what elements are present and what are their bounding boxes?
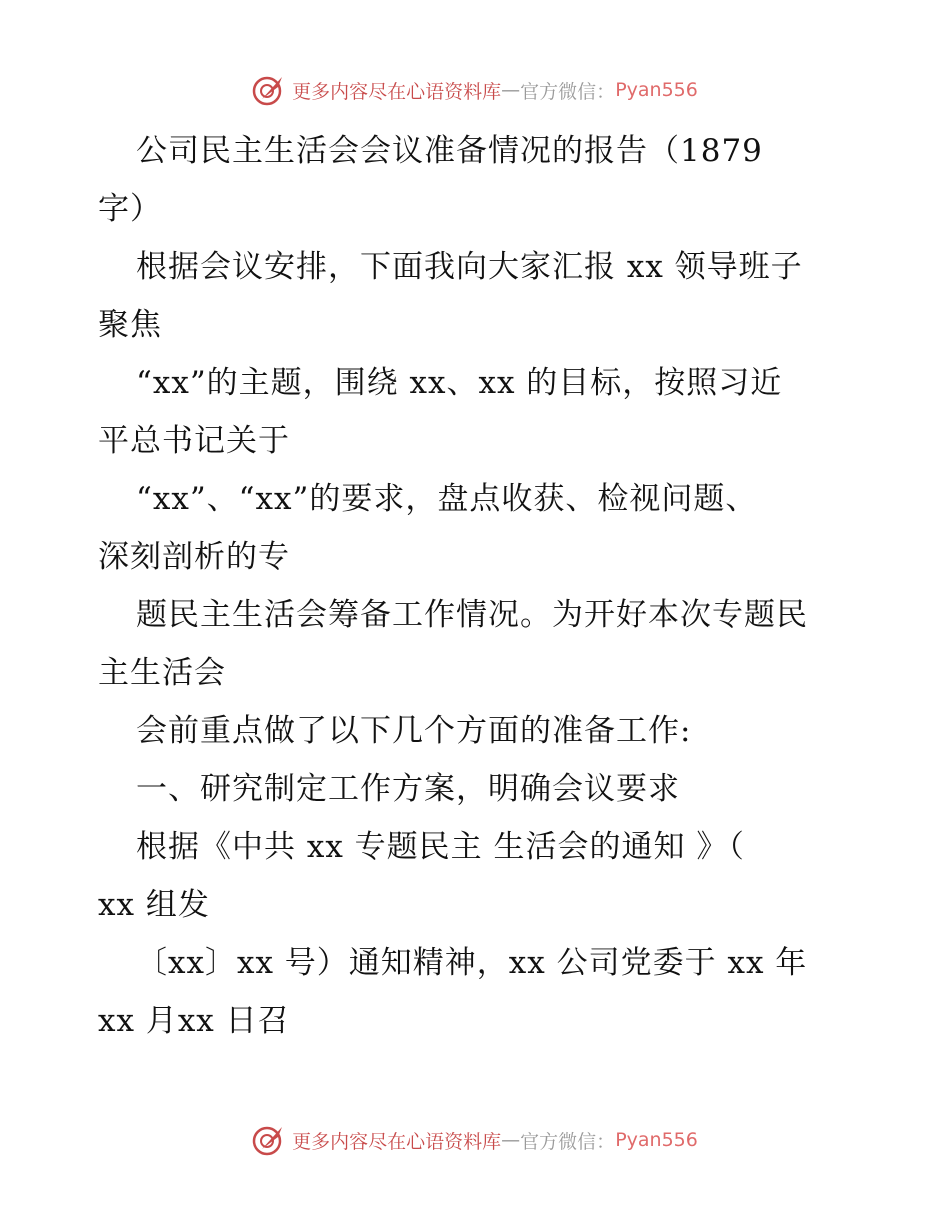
paragraph (98, 702, 858, 760)
paragraph-line: 公司民主生活会会议准备情况的报告（1879 (136, 133, 763, 169)
paragraph-line: 主生活会 (98, 655, 226, 691)
document-body (98, 122, 858, 1050)
section-heading (98, 760, 858, 818)
paragraph-line: 聚焦 (98, 307, 162, 343)
paragraph-line: xx 月xx 日召 (98, 1003, 290, 1039)
watermark-main-text: 更多内容尽在心语资料库 (292, 1130, 502, 1153)
quill-logo-icon (252, 73, 286, 107)
section-heading-text: 一、研究制定工作方案，明确会议要求 (136, 771, 680, 807)
watermark-label: 官方微信： (520, 80, 616, 103)
paragraph-line: 题民主生活会筹备工作情况。为开好本次专题民 (136, 597, 808, 633)
paragraph-line: 〔xx〕xx 号）通知精神，xx 公司党委于 xx 年 (136, 945, 808, 981)
paragraph-line: 会前重点做了以下几个方面的准备工作: (136, 713, 692, 749)
paragraph-line: 根据会议安排，下面我向大家汇报 xx 领导班子 (136, 249, 803, 285)
paragraph (98, 238, 858, 354)
paragraph-line: 平总书记关于 (98, 423, 290, 459)
paragraph (98, 470, 858, 586)
watermark-dash: — (501, 79, 521, 101)
paragraph (98, 586, 858, 702)
paragraph-title (98, 122, 858, 238)
watermark-wechat-id: Pyan556 (615, 79, 698, 101)
paragraph-line: 字） (98, 191, 162, 227)
paragraph (98, 818, 858, 934)
paragraph-line: 深刻剖析的专 (98, 539, 290, 575)
paragraph-line: “xx”、“xx”的要求，盘点收获、检视问题、 (136, 481, 758, 517)
quill-logo-icon (252, 1123, 286, 1157)
watermark-main-text: 更多内容尽在心语资料库 (292, 80, 502, 103)
paragraph-line: 根据《中共 xx 专题民主 生活会的通知 》（ (136, 829, 745, 865)
paragraph-line: “xx”的主题，围绕 xx、xx 的目标，按照习近 (136, 365, 783, 401)
watermark-wechat-id: Pyan556 (615, 1129, 698, 1151)
watermark-label: 官方微信： (520, 1130, 616, 1153)
paragraph-line: xx 组发 (98, 887, 210, 923)
watermark-dash: — (501, 1129, 521, 1151)
paragraph (98, 934, 858, 1050)
header-watermark (0, 70, 950, 110)
footer-watermark (0, 1120, 950, 1160)
paragraph (98, 354, 858, 470)
